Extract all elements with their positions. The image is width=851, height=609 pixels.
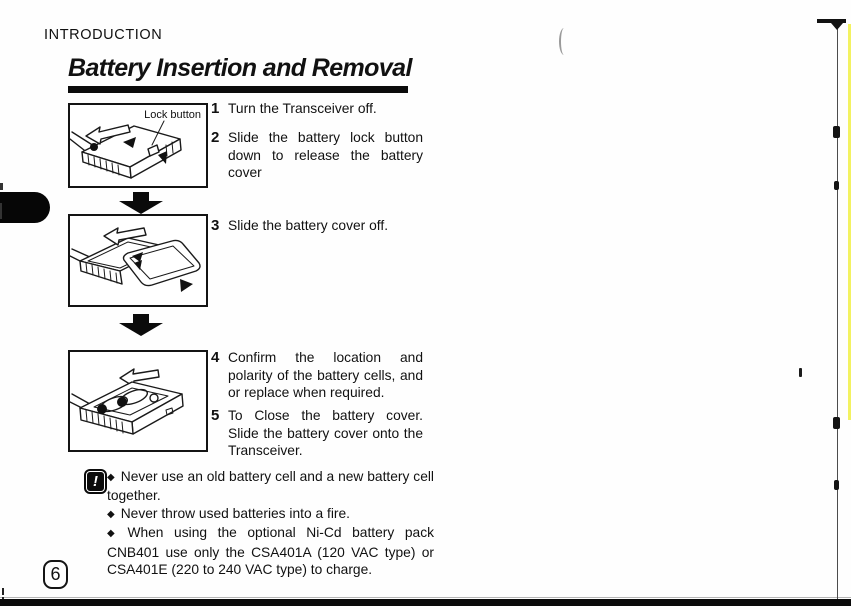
scan-artifact-right-line — [837, 22, 838, 599]
note-text: Never throw used batteries into a fire. — [120, 505, 350, 521]
page-title: Battery Insertion and Removal — [68, 54, 412, 82]
note-text: When using the optional Ni-Cd battery pack CNB401 use only the CSA401A (120 VAC type) or CSA401E (220 to 240 VAC type) to charge. — [107, 525, 434, 578]
figure-cover-removal — [68, 214, 208, 307]
step-text: Turn the Transceiver off. — [228, 101, 377, 116]
down-arrow-icon — [119, 314, 163, 336]
diamond-bullet-icon: ◆ — [107, 508, 115, 520]
step-number: 4 — [211, 349, 220, 366]
warning-exclamation-icon: ! — [84, 469, 107, 494]
scan-artifact-paren — [559, 28, 569, 55]
battery-cells-illustration — [70, 352, 206, 450]
scan-artifact-dot — [2, 597, 4, 599]
scan-artifact-tick — [0, 203, 2, 219]
step-number: 3 — [211, 217, 220, 234]
figure-lock-button — [68, 103, 208, 188]
step-5 — [211, 407, 423, 460]
scan-artifact-mark — [2, 588, 4, 595]
step-2 — [211, 129, 423, 182]
scan-artifact-wedge — [831, 23, 843, 30]
scan-artifact-bottom-bar — [0, 599, 851, 606]
step-text: Slide the battery cover off. — [228, 218, 389, 233]
note-item — [107, 524, 434, 578]
down-arrow-icon — [119, 192, 163, 214]
step-3 — [211, 217, 423, 235]
diamond-bullet-icon: ◆ — [107, 472, 115, 483]
page-number-badge: 6 — [43, 560, 68, 589]
scan-artifact-speck — [799, 368, 802, 377]
section-label: INTRODUCTION — [44, 27, 163, 43]
step-number: 2 — [211, 129, 220, 146]
step-1 — [211, 100, 423, 118]
step-4 — [211, 349, 423, 402]
step-text: To Close the battery cover. Slide the battery cover onto the Transceiver. — [228, 408, 423, 458]
note-item — [107, 505, 434, 524]
diamond-bullet-icon: ◆ — [107, 528, 122, 540]
lock-button-label: Lock button — [144, 109, 201, 121]
caution-notes — [107, 468, 434, 578]
scan-artifact-blob — [833, 126, 840, 138]
scan-artifact-blob — [833, 417, 840, 429]
step-number: 1 — [211, 100, 220, 117]
scan-artifact-blob — [834, 181, 839, 190]
step-text: Slide the battery lock button down to release the battery cover — [228, 130, 423, 180]
note-text: Never use an old battery cell and a new battery cell together. — [107, 469, 434, 504]
scan-artifact-hairline — [0, 597, 851, 598]
scan-artifact-tick — [0, 183, 3, 190]
figure-battery-cells — [68, 350, 208, 452]
section-index-tab — [0, 192, 50, 223]
scan-artifact-blob — [834, 480, 839, 490]
cover-removal-illustration — [70, 216, 206, 305]
note-item — [107, 468, 434, 505]
title-underline — [68, 86, 408, 93]
step-text: Confirm the location and polarity of the battery cells, and or replace when required. — [228, 350, 423, 400]
step-number: 5 — [211, 407, 220, 424]
